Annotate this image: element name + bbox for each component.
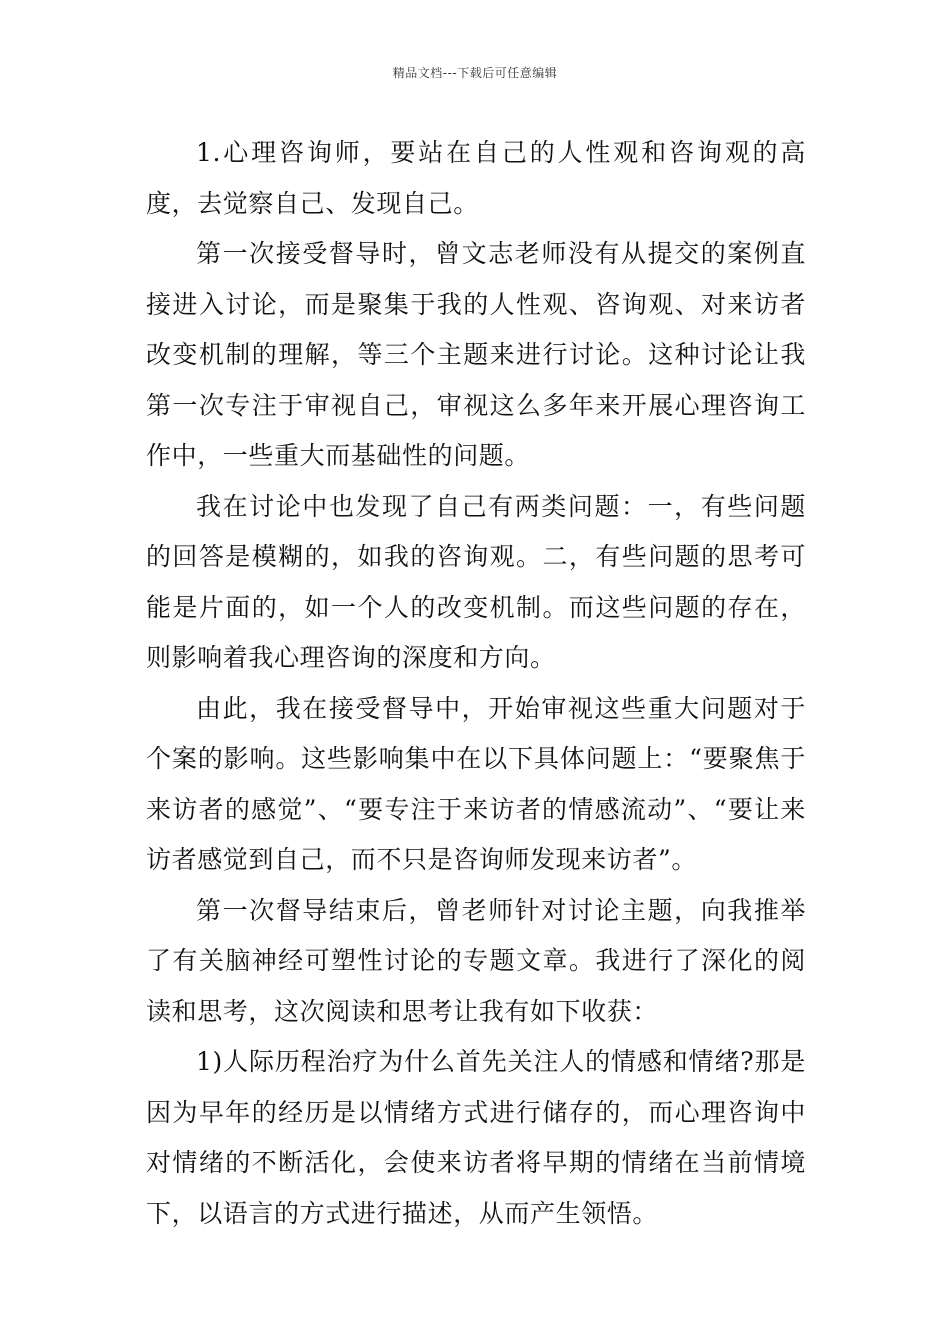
paragraph-6: 1)人际历程治疗为什么首先关注人的情感和情绪?那是因为早年的经历是以情绪方式进行储存的，而心理咨询中对情绪的不断活化，会使来访者将早期的情绪在当前情境下，以语言的方式进行描述，从而产生领悟。 (146, 1047, 806, 1228)
paragraph-1: 1.心理咨询师，要站在自己的人性观和咨询观的高度，去觉察自己、发现自己。 (146, 138, 806, 218)
document-body (146, 128, 806, 1239)
paragraph-5: 第一次督导结束后，曾老师针对讨论主题，向我推举了有关脑神经可塑性讨论的专题文章。我进行了深化的阅读和思考，这次阅读和思考让我有如下收获： (146, 895, 806, 1026)
paragraph-2: 第一次接受督导时，曾文志老师没有从提交的案例直接进入讨论，而是聚集于我的人性观、咨询观、对来访者改变机制的理解，等三个主题来进行讨论。这种讨论让我第一次专注于审视自己，审视这么多年来开展心理咨询工作中，一些重大而基础性的问题。 (146, 239, 806, 470)
paragraph-4: 由此，我在接受督导中，开始审视这些重大问题对于个案的影响。这些影响集中在以下具体问题上：“要聚焦于来访者的感觉”、“要专注于来访者的情感流动”、“要让来访者感觉到自己，而不只是咨询师发现来访者”。 (146, 693, 806, 874)
page-header: 精品文档---下载后可任意编辑 (392, 66, 558, 80)
paragraph-3: 我在讨论中也发现了自己有两类问题：一，有些问题的回答是模糊的，如我的咨询观。二，有些问题的思考可能是片面的，如一个人的改变机制。而这些问题的存在，则影响着我心理咨询的深度和方向。 (146, 491, 806, 672)
